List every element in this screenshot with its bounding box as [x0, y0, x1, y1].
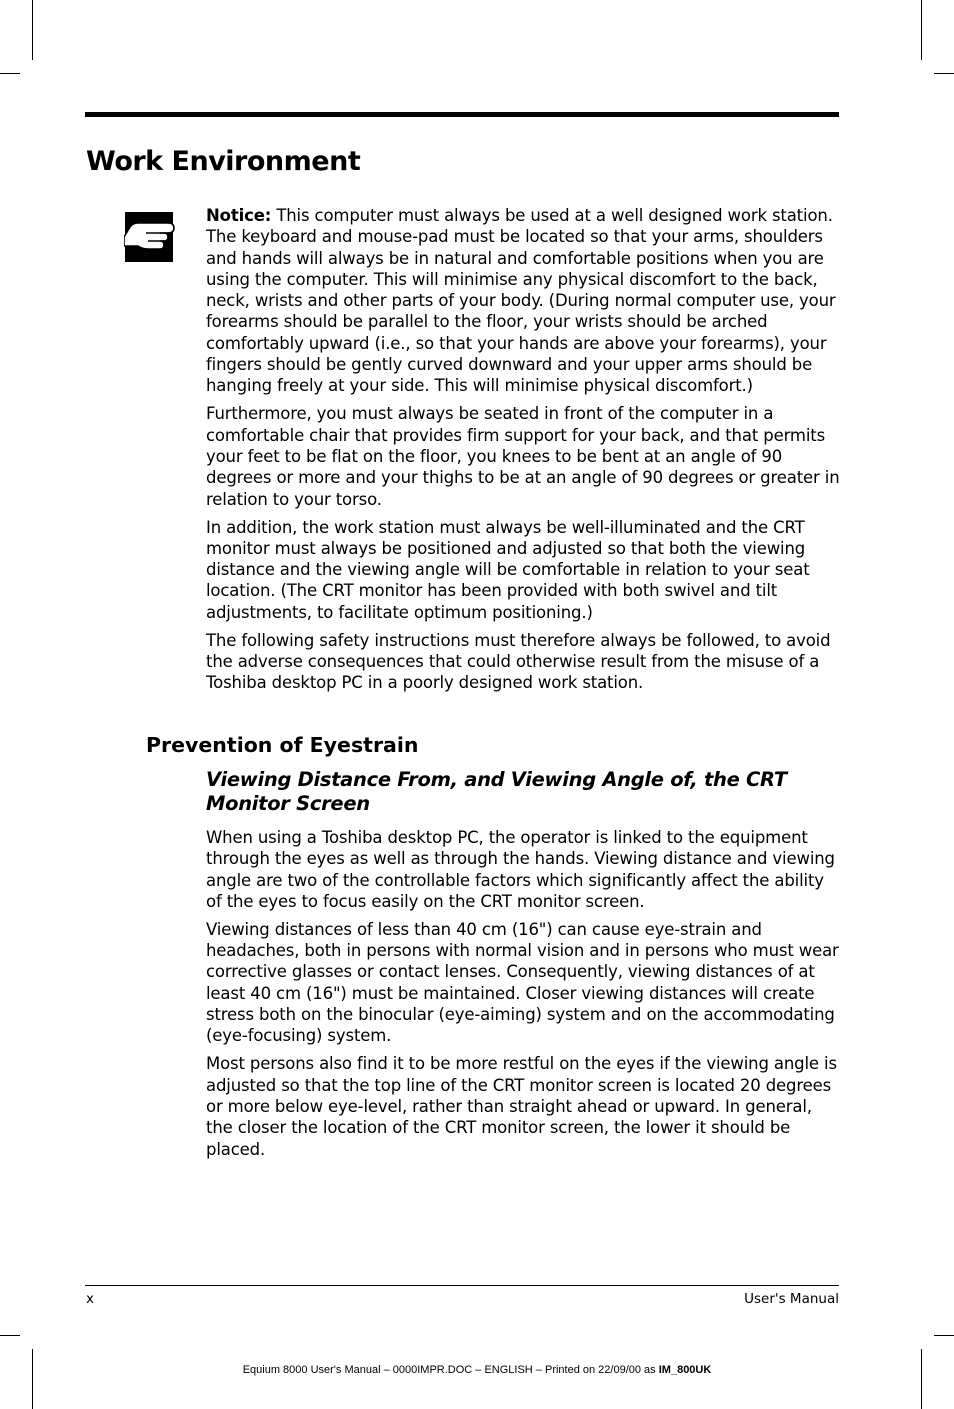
footer-rule: [85, 1285, 839, 1286]
pointing-hand-icon: [124, 211, 176, 263]
body-paragraph: Most persons also find it to be more restful on the eyes if the viewing angle is adjusted so that the top line of the CRT monitor screen is located 20 degrees or more below eye-level, rather than straight ahead or upward. In general, the closer the location of the CRT monitor screen, the lower it should be placed.: [206, 1054, 837, 1159]
crop-mark: [0, 1335, 20, 1336]
body-paragraph: Viewing distances of less than 40 cm (16") can cause eye-strain and headaches, both in persons with normal vision and in persons who must wear corrective glasses or contact lenses. Consequently, viewing distances of at least 40 cm (16") must be maintained. Closer viewing distances will create stress both on the binocular (eye-aiming) system and on the accommodating (eye-focusing) system.: [206, 919, 839, 1046]
notice-body: [206, 205, 842, 700]
crop-mark: [32, 1349, 33, 1409]
section-body: [206, 827, 842, 1167]
crop-mark: [934, 1335, 954, 1336]
page-number: x: [86, 1291, 94, 1307]
section-heading: Prevention of Eyestrain: [146, 733, 419, 757]
crop-mark: [0, 73, 20, 74]
notice-paragraph: Furthermore, you must always be seated in front of the computer in a comfortable chair that provides firm support for your back, and that permits your feet to be flat on the floor, you knees to be bent at an angle of 90 degrees or more and your thighs to be at an angle of 90 degrees or greater in relation to your torso.: [206, 404, 840, 509]
notice-paragraph: In addition, the work station must always be well-illuminated and the CRT monitor must always be positioned and adjusted so that both the viewing distance and the viewing angle will be comfortable in relation to your seat location. (The CRT monitor has been provided with both swivel and tilt adjustments, to facilitate optimum positioning.): [206, 517, 810, 622]
footer-title: User's Manual: [744, 1291, 839, 1307]
crop-mark: [934, 73, 954, 74]
notice-label: Notice:: [206, 206, 272, 225]
notice-paragraph: The following safety instructions must therefore always be followed, to avoid the adverse consequences that could otherwise result from the misuse of a Toshiba desktop PC in a poorly designed work station.: [206, 630, 831, 693]
subsection-heading: Viewing Distance From, and Viewing Angle of, the CRT Monitor Screen: [206, 768, 787, 815]
body-paragraph: When using a Toshiba desktop PC, the operator is linked to the equipment through the eyes as well as through the hands. Viewing distance and viewing angle are two of the controllable factors which significantly affect the ability of the eyes to focus easily on the CRT monitor screen.: [206, 828, 835, 911]
crop-mark: [921, 1349, 922, 1409]
crop-mark: [32, 0, 33, 60]
crop-mark: [921, 0, 922, 60]
header-rule: [85, 112, 839, 117]
page-title: Work Environment: [86, 146, 361, 177]
notice-paragraph: Notice: This computer must always be used at a well designed work station. The keyboard and mouse-pad must be located so that your arms, shoulders and hands will always be in natural and comfortable positions when you are using the computer. This will minimise any physical discomfort to the back, neck, wrists and other parts of your body. (During normal computer use, your forearms should be parallel to the floor, your wrists should be arched comfortably upward (i.e., so that your hands are above your forearms), your fingers should be gently curved downward and your upper arms should be hanging freely at your side. This will minimise physical discomfort.): [206, 206, 836, 396]
print-info: Equium 8000 User's Manual – 0000IMPR.DOC – ENGLISH – Printed on 22/09/00 as IM_800UK: [242, 1364, 712, 1376]
